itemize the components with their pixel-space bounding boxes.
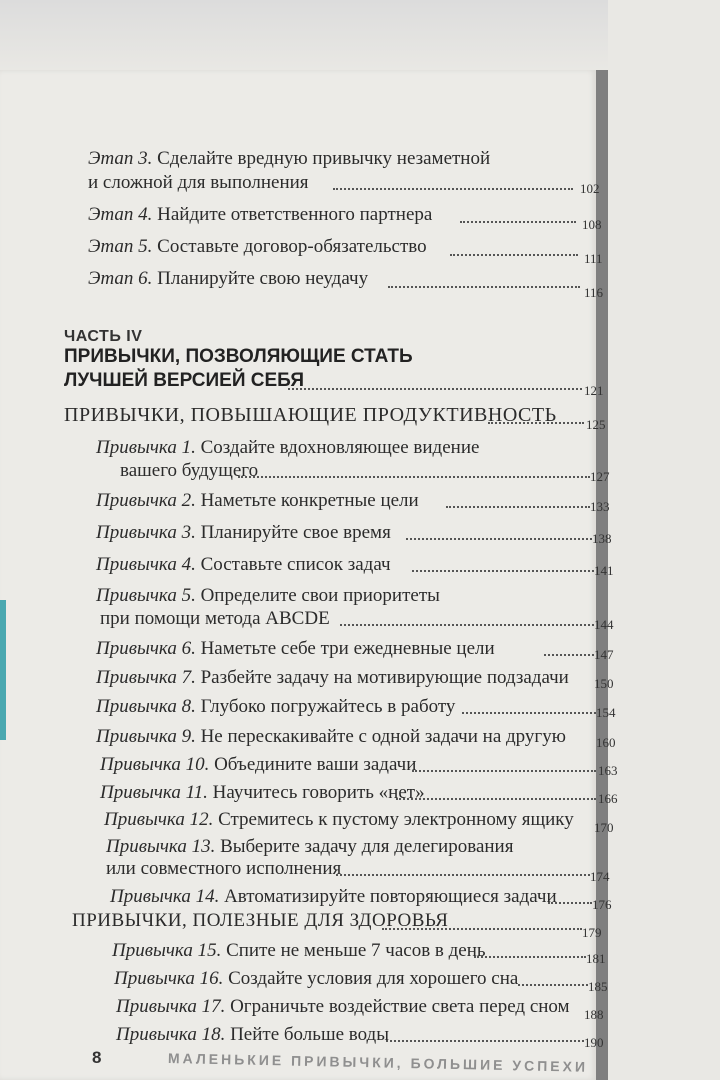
footer-book-title: МАЛЕНЬКИЕ ПРИВЫЧКИ, БОЛЬШИЕ УСПЕХИ (167, 1050, 589, 1075)
toc-entry-stage-6 (88, 268, 688, 300)
leader-dots (450, 254, 578, 256)
page-number: 179 (582, 925, 602, 940)
page-number: 185 (588, 979, 608, 994)
part-title-line-1: ПРИВЫЧКИ, ПОЗВОЛЯЮЩИЕ СТАТЬ (64, 346, 413, 367)
entry-text: Составьте договор-обязательство (157, 236, 427, 257)
entry-label: Привычка 8. (96, 696, 196, 717)
leader-dots (462, 712, 596, 714)
toc-entry-habit-13 (106, 836, 706, 858)
page-number: 190 (584, 1035, 604, 1050)
entry-text: или совместного исполнения (106, 858, 342, 879)
toc-entry-habit-6 (96, 638, 696, 660)
toc-entry-stage-5 (88, 236, 688, 266)
entry-text: Глубоко погружайтесь в работу (200, 696, 456, 717)
entry-text: Планируйте свою неудачу (157, 268, 369, 289)
leader-dots (412, 770, 596, 772)
page-number: 160 (596, 735, 616, 750)
entry-label: Привычка 1. (96, 437, 196, 458)
entry-label: Привычка 16. (114, 968, 224, 989)
toc-entry-habit-3 (96, 522, 696, 544)
page-number: 170 (594, 820, 614, 835)
page-number: 174 (590, 869, 610, 884)
entry-text: Сделайте вредную привычку незаметной (157, 148, 491, 169)
entry-text: Наметьте себе три ежедневные цели (200, 638, 495, 659)
toc-entry-habit-12 (104, 809, 704, 835)
toc-entry-habit-15 (112, 940, 712, 966)
toc-entry-stage-4 (88, 204, 688, 232)
page-number: 111 (584, 251, 603, 266)
entry-text: Планируйте свое время (200, 522, 391, 543)
entry-text: Пейте больше воды (230, 1024, 389, 1045)
entry-label: Привычка 11. (100, 782, 208, 803)
toc-entry-habit-1 (96, 437, 696, 459)
toc-entry-habit-5-cont (100, 608, 700, 630)
page-number: 166 (598, 791, 618, 806)
toc-entry-stage-3-cont (88, 172, 688, 194)
entry-label: Привычка 13. (106, 836, 216, 857)
page-number: 176 (592, 897, 612, 912)
page-number: 147 (594, 647, 614, 662)
leader-dots (238, 476, 590, 478)
leader-dots (460, 221, 576, 223)
entry-text: Найдите ответственного партнера (157, 204, 433, 225)
toc-entry-habit-4 (96, 554, 696, 576)
leader-dots (406, 538, 592, 540)
entry-text: Объедините ваши задачи (214, 754, 417, 775)
page-number: 102 (580, 181, 600, 196)
page-number: 141 (594, 563, 614, 578)
page-number: 181 (586, 951, 606, 966)
entry-label: Привычка 10. (100, 754, 210, 775)
toc-entry-stage-3 (88, 148, 688, 170)
entry-text: при помощи метода ABCDE (100, 608, 330, 629)
entry-text: Стремитесь к пустому электронному ящику (218, 809, 574, 830)
entry-label: Этап 3. (88, 148, 153, 169)
part-label: ЧАСТЬ IV (64, 328, 143, 345)
page-number: 144 (594, 617, 614, 632)
entry-label: Привычка 12. (104, 809, 214, 830)
toc-entry-habit-2 (96, 490, 696, 512)
entry-label: Привычка 18. (116, 1024, 226, 1045)
entry-text: Составьте список задач (200, 554, 391, 575)
toc-entry-habit-11 (100, 782, 700, 804)
leader-dots (488, 422, 584, 424)
toc-entry-habit-5 (96, 585, 696, 607)
entry-text: Научитесь говорить «нет» (212, 782, 425, 803)
leader-dots (396, 798, 596, 800)
entry-label: Этап 5. (88, 236, 153, 257)
leader-dots (548, 902, 592, 904)
leader-dots (288, 388, 582, 390)
page-number: 154 (596, 705, 616, 720)
page-number: 127 (590, 469, 610, 484)
leader-dots (386, 1040, 584, 1042)
entry-text: Не перескакивайте с одной задачи на другую (200, 726, 566, 747)
entry-text: Наметьте конкретные цели (200, 490, 419, 511)
toc-entry-habit-13-cont (106, 858, 706, 884)
entry-label: Привычка 9. (96, 726, 196, 747)
entry-label: Этап 4. (88, 204, 153, 225)
entry-text: и сложной для выполнения (88, 172, 309, 193)
toc-entry-habit-9 (96, 726, 696, 748)
entry-text: Выберите задачу для делегирования (220, 836, 514, 857)
leader-dots (518, 984, 588, 986)
section-title-productivity: ПРИВЫЧКИ, ПОВЫШАЮЩИЕ ПРОДУКТИВНОСТЬ (64, 404, 557, 426)
footer-page-number: 8 (92, 1048, 102, 1067)
toc-entry-habit-7 (96, 667, 696, 689)
leader-dots (382, 928, 582, 930)
entry-label: Этап 6. (88, 268, 153, 289)
entry-text: Ограничьте воздействие света перед сном (230, 996, 570, 1017)
leader-dots (388, 286, 580, 288)
entry-label: Привычка 6. (96, 638, 196, 659)
toc-entry-habit-16 (114, 968, 714, 994)
leader-dots (336, 874, 590, 876)
page-number: 138 (592, 531, 612, 546)
leader-dots (474, 956, 586, 958)
entry-text: вашего будущего (120, 460, 259, 481)
page-number: 163 (598, 763, 618, 778)
page-number: 121 (584, 383, 604, 398)
entry-text: Создайте вдохновляющее видение (200, 437, 480, 458)
leader-dots (446, 506, 590, 508)
page-number: 125 (586, 417, 606, 432)
entry-label: Привычка 15. (112, 940, 222, 961)
part-title-text: ЛУЧШЕЙ ВЕРСИЕЙ СЕБЯ (64, 370, 305, 391)
background-shadow (0, 0, 608, 70)
entry-label: Привычка 17. (116, 996, 226, 1017)
entry-label: Привычка 3. (96, 522, 196, 543)
bookmark-edge (0, 600, 6, 740)
entry-text: Спите не меньше 7 часов в день (226, 940, 486, 961)
entry-label: Привычка 2. (96, 490, 196, 511)
entry-text: Определите свои приоритеты (200, 585, 440, 606)
entry-label: Привычка 5. (96, 585, 196, 606)
page-number: 108 (582, 217, 602, 232)
part-title-line-2 (64, 370, 304, 392)
leader-dots (340, 624, 594, 626)
page-number: 133 (590, 499, 610, 514)
section-title-health: ПРИВЫЧКИ, ПОЛЕЗНЫЕ ДЛЯ ЗДОРОВЬЯ (72, 910, 449, 931)
page-number: 150 (594, 676, 614, 691)
entry-label: Привычка 14. (110, 886, 220, 907)
entry-text: Автоматизируйте повторяющиеся задачи (224, 886, 557, 907)
leader-dots (544, 654, 594, 656)
entry-text: Разбейте задачу на мотивирующие подзадачи (200, 667, 569, 688)
toc-entry-habit-18 (116, 1024, 716, 1050)
leader-dots (333, 188, 573, 190)
toc-entry-habit-17 (116, 996, 716, 1022)
entry-label: Привычка 7. (96, 667, 196, 688)
entry-label: Привычка 4. (96, 554, 196, 575)
page-number: 188 (584, 1007, 604, 1022)
toc-entry-habit-1-cont (120, 460, 720, 482)
leader-dots (412, 570, 594, 572)
toc-entry-habit-14 (110, 886, 710, 912)
entry-text: Создайте условия для хорошего сна (228, 968, 519, 989)
toc-entry-habit-8 (96, 696, 696, 718)
toc-entry-habit-10 (100, 754, 700, 776)
page-number: 116 (584, 285, 604, 300)
